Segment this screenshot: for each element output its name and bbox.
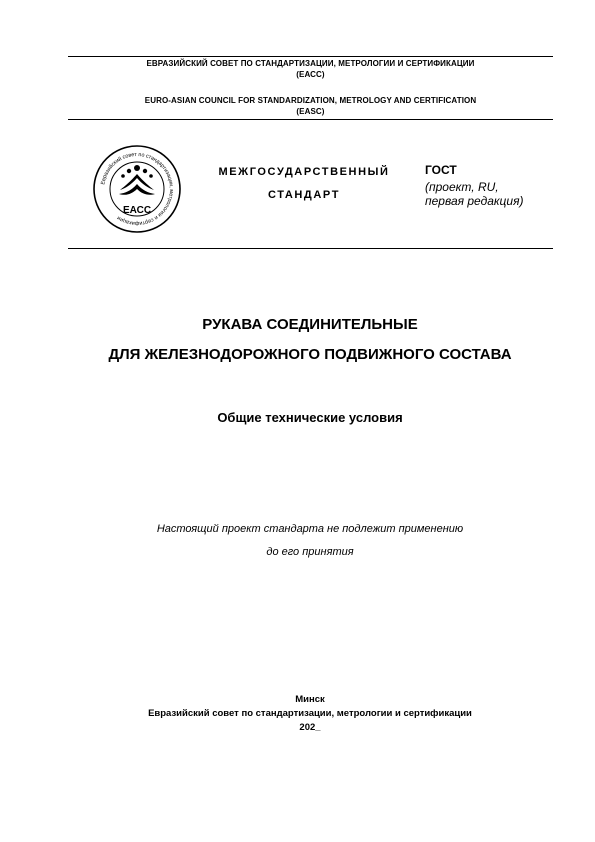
header-ru-line2: (ЕАСС)	[296, 70, 325, 79]
gost-note-line1: (проект, RU,	[425, 180, 499, 194]
logo-ring-text: Евразийский совет по стандартизации, метрологии и сертификации	[100, 151, 175, 227]
footer-city: Минск	[295, 694, 325, 705]
gost-label: ГОСТ	[425, 163, 457, 177]
title-line2: ДЛЯ ЖЕЛЕЗНОДОРОЖНОГО ПОДВИЖНОГО СОСТАВА	[108, 346, 512, 363]
standard-label-line2: СТАНДАРТ	[267, 189, 341, 201]
subtitle: Общие технические условия	[217, 410, 403, 425]
easc-logo-icon	[92, 144, 182, 234]
title-line1: РУКАВА СОЕДИНИТЕЛЬНЫЕ	[202, 316, 418, 333]
logo-emblem-text: ЕАСС	[122, 205, 152, 216]
header-rule	[68, 119, 553, 120]
footer-publisher: Евразийский совет по стандартизации, метрологии и сертификации	[148, 708, 472, 719]
standard-label-line1: МЕЖГОСУДАРСТВЕННЫЙ	[218, 166, 390, 178]
gost-note-line2: первая редакция)	[425, 194, 524, 208]
section-rule	[68, 248, 553, 249]
top-rule	[68, 56, 553, 57]
header-en-line2: (EASC)	[296, 107, 325, 116]
header-en-line1: EURO-ASIAN COUNCIL FOR STANDARDIZATION, METROLOGY AND CERTIFICATION	[144, 96, 477, 105]
footer-year: 202_	[299, 722, 321, 733]
notice-line2: до его принятия	[266, 546, 354, 558]
notice-line1: Настоящий проект стандарта не подлежит применению	[156, 523, 464, 535]
header-ru-line1: ЕВРАЗИЙСКИЙ СОВЕТ ПО СТАНДАРТИЗАЦИИ, МЕТРОЛОГИИ И СЕРТИФИКАЦИИ	[146, 59, 475, 68]
